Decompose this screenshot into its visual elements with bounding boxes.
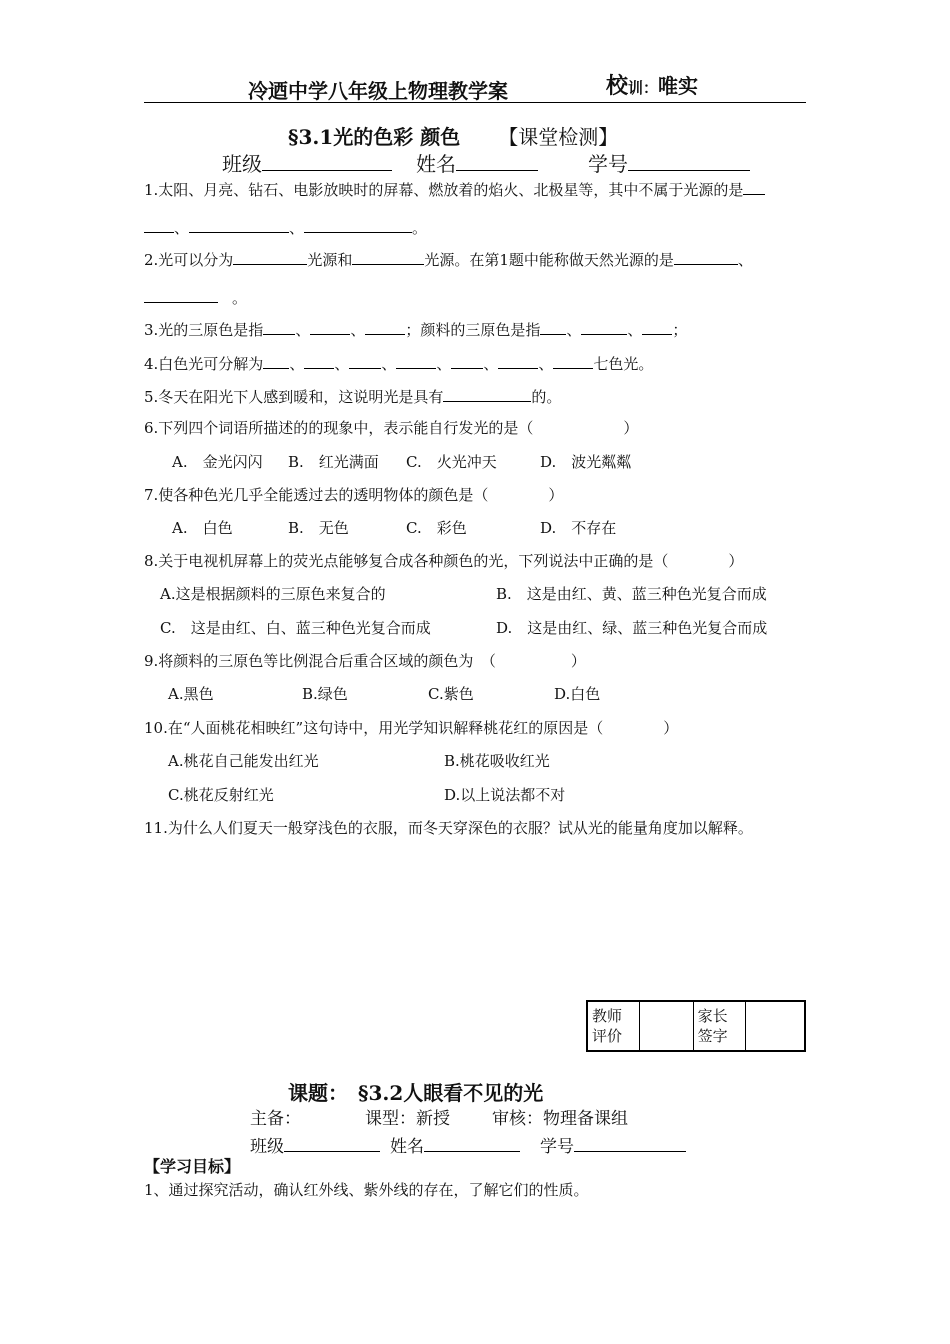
q10-option-d[interactable]: D.以上说法都不对 [444, 786, 566, 804]
q10-option-c[interactable]: C.桃花反射红光 [168, 786, 274, 804]
q2-text-c: 光源。在第1题中能称做天然光源的是 [424, 251, 674, 269]
question-4 [144, 352, 653, 374]
question-7: 7.使各种色光几乎全能透过去的透明物体的颜色是（ ） [144, 486, 564, 504]
section1-tag: 【课堂检测】 [498, 125, 619, 149]
q7-option-a[interactable]: A. 白色 [172, 519, 233, 537]
class-label-2: 班级 [250, 1137, 284, 1157]
section2-meta-row [250, 1108, 628, 1130]
q2-blank-4[interactable] [144, 286, 218, 303]
q8-option-a[interactable]: A.这是根据颜料的三原色来复合的 [160, 585, 386, 603]
q3-blank-2[interactable] [310, 318, 350, 335]
q3-blank-5[interactable] [581, 318, 627, 335]
number-label-2: 学号 [540, 1137, 574, 1157]
question-1-text: 1.太阳、月亮、钻石、电影放映时的屏幕、燃放着的焰火、北极星等，其中不属于光源的是 [144, 181, 744, 199]
school-title: 冷迺中学八年级上物理教学案 [248, 79, 508, 103]
parent-signature-cell[interactable] [745, 1001, 805, 1051]
review-label: 审核：物理备课组 [492, 1109, 628, 1129]
header-rule [144, 102, 806, 103]
q4-blank-1[interactable] [263, 352, 289, 369]
q9-option-c[interactable]: C.紫色 [428, 685, 474, 703]
q4-sep: 、 [436, 355, 452, 373]
q4-sep: 、 [381, 355, 397, 373]
q1-blank-2[interactable] [144, 216, 174, 233]
q3-blank-4[interactable] [540, 318, 566, 335]
teacher-evaluation-cell[interactable] [640, 1001, 694, 1051]
name-label-2: 姓名 [390, 1137, 424, 1157]
question-6: 6.下列四个词语所描述的的现象中，表示能自行发光的是（ ） [144, 419, 639, 437]
q1-blank-4[interactable] [304, 216, 412, 233]
q4-blank-3[interactable] [349, 352, 381, 369]
teacher-label-line: 评价 [592, 1027, 623, 1045]
goals-heading: 【学习目标】 [144, 1157, 241, 1176]
q2-blank-3[interactable] [674, 248, 738, 265]
teacher-evaluation-label [587, 1001, 640, 1051]
question-5 [144, 385, 561, 407]
q5-blank-1[interactable] [443, 385, 531, 402]
q6-option-d[interactable]: D. 波光粼粼 [540, 453, 632, 471]
lesson-type-label: 课型：新授 [365, 1109, 450, 1129]
school-motto [606, 72, 698, 102]
q3-blank-3[interactable] [365, 318, 405, 335]
question-1 [144, 178, 765, 200]
q2-text-a: 2.光可以分为 [144, 251, 234, 269]
q3-text-a: 3.光的三原色是指 [144, 321, 264, 339]
question-10: 10.在“人面桃花相映红”这句诗中，用光学知识解释桃花红的原因是（ ） [144, 719, 679, 737]
q7-option-d[interactable]: D. 不存在 [540, 519, 617, 537]
number-field-2[interactable] [574, 1133, 686, 1152]
q1-blank-1[interactable] [743, 178, 765, 195]
question-8: 8.关于电视机屏幕上的荧光点能够复合成各种颜色的光，下列说法中正确的是（ ） [144, 552, 744, 570]
q4-sep: 、 [289, 355, 305, 373]
q9-option-a[interactable]: A.黑色 [168, 685, 214, 703]
section1-title-text: §3.1光的色彩 颜色 [288, 125, 461, 149]
goal-item-1: 1、通过探究活动，确认红外线、紫外线的存在，了解它们的性质。 [144, 1181, 589, 1199]
section2-title: 课题： §3.2人眼看不见的光 [288, 1081, 544, 1105]
parent-signature-label [693, 1001, 745, 1051]
q8-option-c[interactable]: C. 这是由红、白、蓝三种色光复合而成 [160, 619, 431, 637]
q4-sep: 、 [334, 355, 350, 373]
q3-blank-1[interactable] [263, 318, 295, 335]
q9-option-b[interactable]: B.绿色 [302, 685, 348, 703]
q3-sep: 、 [295, 321, 311, 339]
q3-text-b: ；颜料的三原色是指 [405, 321, 541, 339]
q4-sep: 、 [483, 355, 499, 373]
section1-title [288, 124, 618, 150]
q4-blank-6[interactable] [498, 352, 538, 369]
motto-mid: 训： [628, 79, 659, 97]
q4-blank-7[interactable] [553, 352, 593, 369]
question-2 [144, 248, 753, 270]
q2-text-b: 光源和 [307, 251, 353, 269]
question-11: 11.为什么人们夏天一般穿浅色的衣服，而冬天穿深色的衣服？试从光的能量角度加以解释。 [144, 819, 753, 837]
q8-option-d[interactable]: D. 这是由红、绿、蓝三种色光复合而成 [496, 619, 768, 637]
q5-text-a: 5.冬天在阳光下人感到暖和，这说明光是具有 [144, 388, 444, 406]
q4-text-a: 4.白色光可分解为 [144, 355, 264, 373]
number-label: 学号 [588, 152, 628, 176]
q4-sep: 、 [538, 355, 554, 373]
q6-option-b[interactable]: B. 红光满面 [288, 453, 379, 471]
q2-blank-1[interactable] [233, 248, 307, 265]
class-field[interactable] [262, 150, 392, 171]
q2-sep: 、 [737, 251, 753, 269]
q7-option-b[interactable]: B. 无色 [288, 519, 349, 537]
motto-prefix: 校 [606, 73, 629, 99]
q4-blank-5[interactable] [451, 352, 483, 369]
q11-answer-area[interactable] [144, 844, 806, 994]
q3-blank-6[interactable] [642, 318, 672, 335]
q8-option-b[interactable]: B. 这是由红、黄、蓝三种色光复合而成 [496, 585, 767, 603]
q7-option-c[interactable]: C. 彩色 [406, 519, 467, 537]
q4-blank-2[interactable] [304, 352, 334, 369]
q1-sep: 、 [174, 219, 190, 237]
q3-sep: 、 [627, 321, 643, 339]
name-field[interactable] [456, 150, 538, 171]
section2-student-info [250, 1133, 686, 1158]
question-1-cont [144, 216, 427, 238]
number-field[interactable] [628, 150, 750, 171]
q2-end: 。 [232, 289, 248, 307]
q9-option-d[interactable]: D.白色 [554, 685, 601, 703]
q6-option-c[interactable]: C. 火光冲天 [406, 453, 497, 471]
q2-blank-2[interactable] [352, 248, 424, 265]
q1-sep: 、 [289, 219, 305, 237]
class-field-2[interactable] [284, 1133, 380, 1152]
q5-end: 的。 [531, 388, 562, 406]
parent-label-line: 家长 [697, 1007, 728, 1025]
question-3 [144, 318, 687, 340]
q3-end: ； [672, 321, 688, 339]
q1-end: 。 [412, 219, 428, 237]
motto-value: 唯实 [658, 74, 699, 98]
student-info-row [222, 150, 750, 177]
q4-end: 七色光。 [593, 355, 654, 373]
question-9: 9.将颜料的三原色等比例混合后重合区域的颜色为 （ ） [144, 652, 586, 670]
q6-option-a[interactable]: A. 金光闪闪 [172, 453, 263, 471]
name-field-2[interactable] [424, 1133, 520, 1152]
q4-blank-4[interactable] [396, 352, 436, 369]
teacher-label-line: 教师 [592, 1007, 623, 1025]
q10-option-a[interactable]: A.桃花自己能发出红光 [168, 752, 319, 770]
name-label: 姓名 [416, 152, 456, 176]
class-label: 班级 [222, 152, 262, 176]
q10-option-b[interactable]: B.桃花吸收红光 [444, 752, 550, 770]
evaluation-table [586, 1000, 806, 1052]
question-2-cont [144, 286, 247, 308]
q3-sep: 、 [350, 321, 366, 339]
parent-label-line: 签字 [697, 1027, 728, 1045]
q1-blank-3[interactable] [189, 216, 289, 233]
host-label: 主备： [250, 1109, 301, 1129]
q3-sep: 、 [566, 321, 582, 339]
